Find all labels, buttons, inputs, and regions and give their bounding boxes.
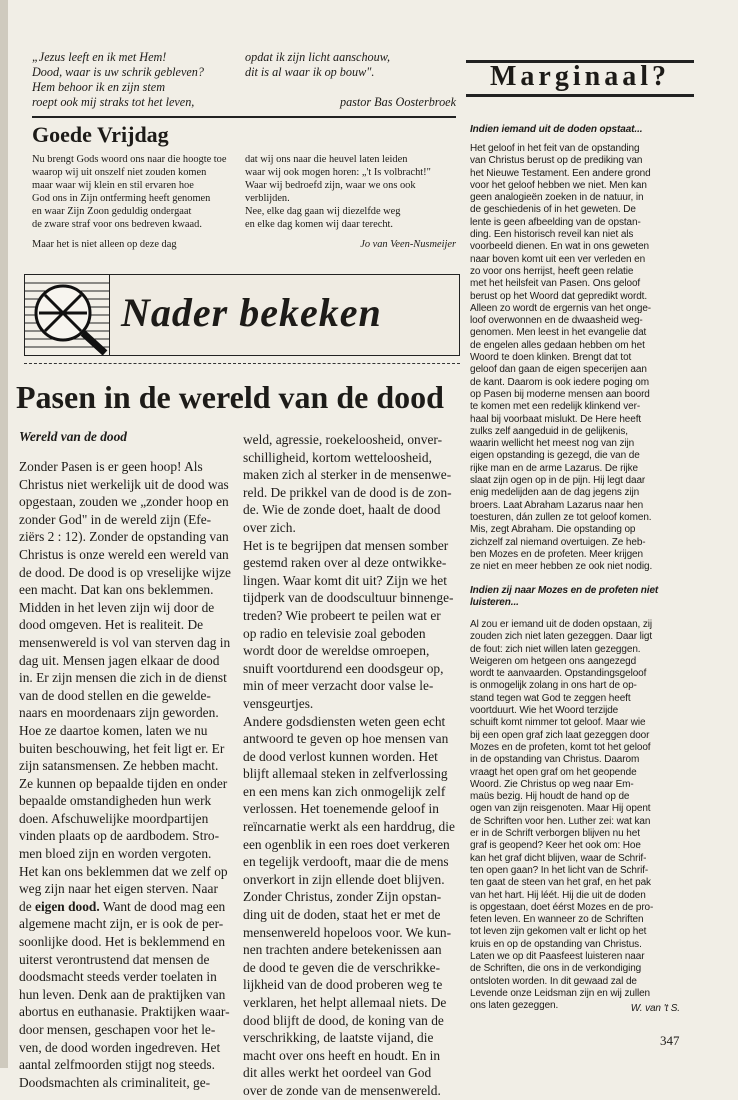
text-line: feten leven. En wanneer zo de Schriften <box>470 914 644 926</box>
marginaal-title: Marginaal? <box>490 61 670 92</box>
text-line: de dood te geven die de verschrikke- <box>243 959 441 975</box>
text-line: schuift komt nimmer tot geloof. Maar wie <box>470 717 646 729</box>
text-line: buiten beschouwing, het feit ligt er. Er <box>19 740 225 756</box>
text-line: Nu brengt Gods woord ons naar die hoogte toe <box>32 154 227 165</box>
text-line: Al zou er iemand uit de doden opstaan, zij <box>470 619 653 630</box>
magnifier-illustration <box>25 275 110 355</box>
text-line: een ogenblik in een roes doet verkeren <box>243 836 450 852</box>
divider <box>32 116 456 118</box>
text-line: kan het graf dicht blijven, waar de Schrif- <box>470 852 647 864</box>
text-line: blijft allemaal steken in zelfverlossing <box>243 766 448 782</box>
text-line: geloof dan gaan de eigen specerijen aan <box>470 364 647 376</box>
text-line: zijn satansmensen. Ze hebben macht. <box>19 758 219 774</box>
text-line: stand tegen wat God te zeggen heeft <box>470 692 631 704</box>
text-line: slaat zijn ogen op in de pijn. Hij legt daar <box>470 475 646 487</box>
marginaal-author: W. van 't S. <box>630 1003 680 1014</box>
text-line: zouden zich niet laten gezeggen. Daar ligt <box>470 631 653 643</box>
text-line: met het heilsfeit van Pasen. Ons geloof <box>470 278 641 290</box>
text-line: nen trachten andere betekenissen aan <box>243 942 442 958</box>
text-line: reld. De prikkel van de dood is de zon- <box>243 484 452 500</box>
text-line: wordt te aanvaarden. Opstandingsgeloof <box>470 668 647 680</box>
text-line: broers. Laat Abraham Lazarus naar hen <box>470 499 644 511</box>
text-line: God ons in Zijn ontferming heeft genomen <box>32 193 211 205</box>
text-line: Doodsmachten als criminaliteit, ge- <box>19 1074 211 1090</box>
text-line: Zonder Pasen is er geen hoop! Als <box>19 459 203 474</box>
text-line: de zware straf voor ons bedreven kwaad. <box>32 219 202 231</box>
text-line: weg zijn naar het eigen sterven. Naar <box>19 881 218 897</box>
text-line: van de dood stellen en die gewelde- <box>19 687 211 703</box>
text-line: Laten we op dit Paasfeest luisteren naar <box>470 951 645 963</box>
text-line: kruis en op de opstanding van Christus. <box>470 938 642 950</box>
text-line: waar wij ook mogen horen: „'t Is volbracht!" <box>245 167 431 179</box>
text-line: de dood verlost kunnen worden. Het <box>243 748 438 764</box>
text-line: van het hart. Hij léét. Hij die uit de doden <box>470 889 646 901</box>
text-line: is onmogelijk zolang in ons hart de op- <box>470 680 637 692</box>
text-line: mensenwereld hopeloos voor. We kun- <box>243 924 452 940</box>
text-line: ogen van zijn reisgenoten. Maar Hij opent <box>470 803 651 815</box>
text-line: schilligheid, kortom wetteloosheid, <box>243 449 432 465</box>
text-line: algemene macht zijn, er is ook de per- <box>19 916 224 932</box>
text-line: Andere godsdiensten weten geen echt <box>243 713 446 729</box>
text-line: dag uit. Mensen jagen elkaar de dood <box>19 652 220 668</box>
text-line: mensenwereld is vol van sterven dag in <box>19 634 231 650</box>
text-line: zonder God" in de wereld zijn (Efe- <box>19 511 212 527</box>
text-line: vensgeurtjes. <box>243 695 314 711</box>
text-line: dood omgeven. Het is realiteit. De <box>19 617 204 633</box>
text-line: maar waar wij klein en stil ervaren hoe <box>32 180 194 192</box>
text-line: over de zonde van de mensenwereld. <box>243 1082 441 1098</box>
text-line: loof overwonnen en de dwaasheid weg- <box>470 315 643 327</box>
text-line: voor het geloof hebben we niet. Men kan <box>470 179 647 191</box>
text-line: ons laten gezeggen. <box>470 1000 559 1012</box>
goede-vrijdag-left <box>32 153 247 232</box>
text-line: Woord. Zie Christus op weg naar Em- <box>470 778 634 790</box>
text-line: men bloed zijn en worden vergoten. <box>19 846 212 862</box>
text-run: de <box>19 898 35 914</box>
text-line: berust op het Woord dat gepredikt wordt. <box>470 290 648 302</box>
text-line: te komen met een redelijk klinkend ver- <box>470 401 641 413</box>
text-line: Mozes en de profeten, komt tot het geloof <box>470 741 651 753</box>
text-line: ding. Een historisch reveil kan niet als <box>470 229 634 241</box>
text-line: lingen. Waar komt dit uit? Zijn we het <box>243 572 447 588</box>
text-line: en een mens kan zich onmogelijk zelf <box>243 783 446 799</box>
text-line: macht over ons heeft en houdt. En in <box>243 1047 441 1063</box>
article-headline: Pasen in de wereld van de dood <box>16 379 444 415</box>
text-line: ontsloten worden. In dit gewaad zal de <box>470 975 637 987</box>
text-line: en tegelijk verdooft, maar die de mens <box>243 854 449 870</box>
text-line: op Pasen bij moderne mensen aan boord <box>470 388 650 400</box>
text-line: maüs bezig. Hij houdt de hand op de <box>470 791 630 803</box>
text-line: tot leven zijn gekomen valt er licht op het <box>470 926 647 938</box>
emphasis: eigen dood. <box>35 898 100 914</box>
text-line: enig medelijden aan de dag jegens zijn <box>470 487 640 499</box>
text-line: de. Wie de zonde doet, haalt de dood <box>243 502 441 518</box>
text-line: toesturen, dán zullen ze tot geloof komen. <box>470 511 652 523</box>
text-line: ten open gaan? In het licht van de Schrif- <box>470 864 649 876</box>
text-line: aantal zelfmoorden stijgt nog steeds. <box>19 1057 215 1073</box>
text-line: bepaalde omstandigheden hun werk <box>19 793 212 809</box>
text-line: Midden in het leven zijn wij door de <box>19 599 215 615</box>
text-line: lijkheid van de dood proberen weg te <box>243 977 443 993</box>
text-line: zichzelf zal niemand overtuigen. Ze heb- <box>470 536 646 548</box>
text-line: Indien zij naar Mozes en de profeten niet <box>470 585 659 596</box>
text-line <box>19 898 241 916</box>
text-line: tijdperk van de doodscultuur binnenge- <box>243 590 454 606</box>
text-line: vinden plaats op de aardbodem. Stro- <box>19 828 220 844</box>
text-line: eigen opstanding is gezegd, die van de <box>470 450 640 462</box>
text-line: Woord te doen klinken. Brengt dat tot <box>470 352 632 364</box>
text-line: voortduurt. Wie het Woord terzijde <box>470 705 619 717</box>
marginaal-paragraph-1 <box>470 143 698 573</box>
text-line: antwoord te geven op hoe mensen van <box>243 731 449 747</box>
page-number: 347 <box>660 1033 680 1048</box>
text-line: naar boven komt uit een ver verleden en <box>470 253 646 265</box>
text-line: reïncarnatie werkt als een harddrug, die <box>243 819 455 835</box>
text-line: Hem behoor ik en zijn stem <box>32 80 166 94</box>
poem-left <box>32 50 242 110</box>
magnifier-icon <box>25 275 109 355</box>
text-line: Christus is onze wereld een wereld van <box>19 546 229 562</box>
text-line: opgestaan, zouden we „zonder hoop en <box>19 494 229 510</box>
marginaal-question-2 <box>470 585 698 610</box>
text-line: „Jezus leeft en ik met Hem! <box>32 50 167 64</box>
text-line: Waar wij bedroefd zijn, waar we ons ook <box>245 180 416 192</box>
article-column-1 <box>19 458 241 1091</box>
goede-vrijdag-title: Goede Vrijdag <box>32 122 169 147</box>
text-line: hun leven. Denk aan de praktijken van <box>19 986 226 1002</box>
text-line: in. Er zijn mensen die zich in de dienst <box>19 670 227 686</box>
text-line: abortus en euthanasie. Praktijken waar- <box>19 1004 230 1020</box>
text-line: van Christus berust op de prediking van <box>470 155 643 167</box>
page-edge <box>0 0 8 1068</box>
text-line: dood blijft de dood, de koning van de <box>243 1012 444 1028</box>
goede-vrijdag-author: Jo van Veen-Nusmeijer <box>360 239 456 250</box>
text-line: maken zich al sterker in de mensenwe- <box>243 467 452 483</box>
text-line: Christus niet werkelijk uit de dood was <box>19 476 229 492</box>
text-line: Het kan ons beklemmen dat we zelf op <box>19 863 228 879</box>
text-line: verblijden. <box>245 193 290 205</box>
text-line: de Schriften, die ons in de verkondiging <box>470 963 642 975</box>
text-line: ten gaat de steen van het graf, en het pak <box>470 877 651 889</box>
text-line: en waar Zijn Zoon geduldig ondergaat <box>32 206 192 218</box>
text-line: doen. Afschuwelijke moordpartijen <box>19 810 209 826</box>
text-line: verklaren, het helpt allemaal niets. De <box>243 995 447 1010</box>
text-run: Want de dood mag een <box>99 898 226 914</box>
text-line: de engelen alles gedaan hebben om het <box>470 339 645 351</box>
text-line: roept ook mij straks tot het leven, <box>32 95 195 109</box>
text-line: opdat ik zijn licht aanschouw, <box>245 50 390 64</box>
text-line: Het is te begrijpen dat mensen somber <box>243 537 449 553</box>
text-line: zo voor ons herrijst, heeft geen relatie <box>470 265 634 277</box>
goede-vrijdag-left-last: Maar het is niet alleen op deze dag <box>32 239 177 250</box>
text-line: genomen. Men leest in het evangelie dat <box>470 327 647 339</box>
nader-bekeken-title: Nader bekeken <box>121 290 382 335</box>
text-line: onverkort in zijn ellende doet blijven. <box>243 871 445 887</box>
text-line: Levende onze Leidsman zijn en wij zullen <box>470 987 651 999</box>
text-line: in de opstanding van Christus. Daarom <box>470 754 640 766</box>
text-line: Hoe ze daartoe komen, laten we nu <box>19 722 208 738</box>
text-line: Weigeren om hetgeen ons aangezegd <box>470 655 637 667</box>
text-line: waarin wellicht het meest nog van zijn <box>470 438 635 450</box>
text-line: de kant. Daarom is ook iedere poging om <box>470 376 649 388</box>
text-line: er in de Schrift verborgen blijven nu het <box>470 828 640 840</box>
text-line: ze niet en meer hebben ze ook niet nodig. <box>470 561 653 573</box>
poem-right <box>245 50 455 80</box>
text-line: is opgestaan, doet éérst Mozes en de pro- <box>470 901 654 913</box>
text-line: bij een open graf zich laat gezeggen door <box>470 729 650 741</box>
text-line: snuift voortdurend een doodsgeur op, <box>243 660 444 676</box>
article-column-2 <box>243 431 465 1100</box>
text-line: ziërs 2 : 12). Zonder de opstanding van <box>19 529 229 545</box>
goede-vrijdag-right <box>245 153 460 232</box>
text-line: Zonder Christus, zonder Zijn opstan- <box>243 889 442 905</box>
text-line: het Nieuwe Testament. Een andere grond <box>470 167 651 179</box>
text-line: wordt door de wereldse omroepen, <box>243 643 430 659</box>
marginaal-paragraph-2 <box>470 619 698 1013</box>
poem-author: pastor Bas Oosterbroek <box>339 95 456 109</box>
text-line: geen analogieën zoeken in de natuur, in <box>470 192 644 204</box>
text-line: op radio en televisie zoal geboden <box>243 625 426 641</box>
text-line: weld, agressie, roekeloosheid, onver- <box>243 432 443 447</box>
text-line: treden? Wie probeert te peilen wat er <box>243 607 441 623</box>
divider <box>466 94 694 97</box>
text-line: lente is geen afbeelding van de opstan- <box>470 216 641 228</box>
article-subhead: Wereld van de dood <box>19 429 127 444</box>
text-line: de fout: zich niet willen laten gezeggen. <box>470 643 641 655</box>
text-line: dit alles werkt het oordeel van God <box>243 1065 432 1081</box>
text-line: door mensen, geschapen voor het le- <box>19 1022 216 1037</box>
text-line: graf is geopend? Keer het ook om: Hoe <box>470 840 641 852</box>
text-line: vraagt het open graf om het geopende <box>470 766 637 778</box>
text-line: rijke man en de arme Lazarus. De rijke <box>470 462 638 474</box>
text-line: Dood, waar is uw schrik gebleven? <box>32 65 204 79</box>
text-line: de dood. De dood is op vreselijke wijze <box>19 564 231 580</box>
text-line: de geschiedenis of in het geweten. De <box>470 204 636 216</box>
text-line: ven, de dood worden ingedreven. Het <box>19 1039 221 1055</box>
text-line: dat wij ons naar die heuvel laten leiden <box>245 154 408 165</box>
text-line: haal bij voorbaat mislukt. De Here heeft <box>470 413 642 425</box>
text-line: en elke dag komen wij daar terecht. <box>245 219 394 231</box>
text-line: naars en moordenaars zijn geworden. <box>19 705 219 721</box>
text-line: voorbeeld dienen. En wat in ons geweten <box>470 241 650 253</box>
text-line: Mis, zegt Abraham. Die opstanding op <box>470 524 636 536</box>
text-line: waarop wij uit onszelf niet zouden komen <box>32 167 207 179</box>
text-line: ben Mozes en de profeten. Meer krijgen <box>470 548 643 560</box>
text-line: Ze kunnen op bepaalde tijden en onder <box>19 775 228 791</box>
text-line: min of meer verzacht door valse le- <box>243 678 434 694</box>
text-line: Het geloof in het feit van de opstanding <box>470 143 640 154</box>
text-line: over zich. <box>243 519 296 535</box>
text-line: zulks zelf aangeduid in de gelijkenis, <box>470 425 628 437</box>
text-line: ding uit de doden, staat het er met de <box>243 907 441 923</box>
text-line: Alleen zo wordt de ergernis van het onge- <box>470 302 652 314</box>
text-line: doodsmacht steeds verder toelaten in <box>19 969 217 985</box>
text-line: verschrikking, de laatste vijand, die <box>243 1030 434 1046</box>
text-line: gestemd raken over al deze ontwikke- <box>243 555 447 571</box>
text-line: soonlijke dood. Het is beklemmend en <box>19 934 226 950</box>
text-line: dit is al waar ik op bouw". <box>245 65 375 79</box>
text-line: luisteren... <box>470 597 519 609</box>
nader-bekeken-banner <box>24 274 460 356</box>
text-line: de Schriften voor hen. Luther zei: wat kan <box>470 815 651 827</box>
marginaal-question-1: Indien iemand uit de doden opstaat... <box>470 124 643 135</box>
text-line: Nee, elke dag gaan wij diezelfde weg <box>245 206 401 218</box>
divider <box>24 363 460 364</box>
text-line: een macht. Dat kan ons beklemmen. <box>19 582 214 598</box>
text-line: verlossen. Het toenemende geloof in <box>243 801 439 817</box>
text-line: uiterst verontrustend dat mensen de <box>19 951 210 967</box>
